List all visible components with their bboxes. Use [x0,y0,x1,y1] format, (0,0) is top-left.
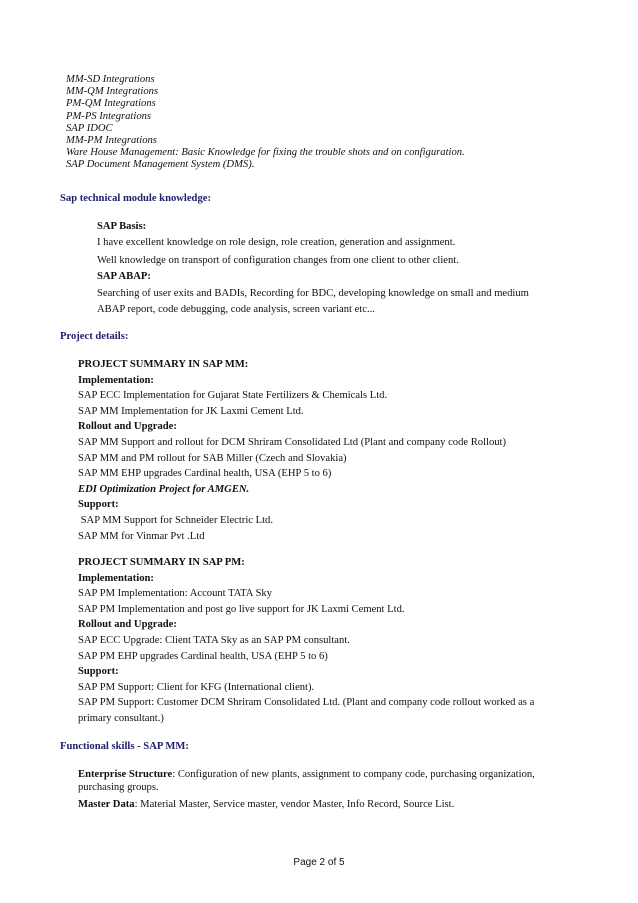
mm-support-item: SAP MM Support for Schneider Electric Ltd. [78,514,273,526]
mm-summary-title: PROJECT SUMMARY IN SAP MM: [78,359,249,370]
mm-rollout-item: SAP MM Support and rollout for DCM Shriram Consolidated Ltd (Plant and company code Rollout) [78,436,507,448]
abap-title: SAP ABAP: [97,270,151,282]
pm-rollout-item: SAP ECC Upgrade: Client TATA Sky as an SAP PM consultant. [78,634,350,646]
list-item: MM-QM Integrations [66,86,159,98]
master-data-item [78,798,548,811]
basis-title: SAP Basis: [97,221,147,232]
technical-section [97,219,529,318]
integrations-list [66,74,465,172]
list-item: PM-QM Integrations [66,98,156,110]
project-heading: Project details: [60,331,129,342]
functional-heading: Functional skills - SAP MM: [60,741,189,752]
list-item: SAP IDOC [66,122,113,134]
enterprise-structure-label: Enterprise Structure [78,769,173,780]
page-number: Page 2 of 5 [293,857,345,868]
basis-line: Well knowledge on transport of configuration changes from one client to other client. [97,255,459,267]
mm-rollout-label: Rollout and Upgrade: [78,421,177,433]
basis-line: I have excellent knowledge on role design, role creation, generation and assignment. [97,236,456,248]
pm-rollout-item: SAP PM EHP upgrades Cardinal health, USA (EHP 5 to 6) [78,650,328,662]
pm-impl-item: SAP PM Implementation: Account TATA Sky [78,588,272,600]
mm-rollout-item: SAP MM and PM rollout for SAB Miller (Czech and Slovakia) [78,452,347,464]
mm-impl-label: Implementation: [78,374,154,386]
technical-heading: Sap technical module knowledge: [60,193,211,204]
mm-support-label: Support: [78,499,119,511]
functional-section [78,768,548,811]
mm-edi-project: EDI Optimization Project for AMGEN. [78,483,250,495]
pm-support-item: SAP PM Support: Customer DCM Shriram Consolidated Ltd. (Plant and company code rollout worked as a primary consultant.) [78,697,535,724]
list-item: Ware House Management: Basic Knowledge for fixing the trouble shots and on configuration. [66,147,465,159]
abap-line: Searching of user exits and BADIs, Recording for BDC, developing knowledge on small and medium [97,288,529,300]
enterprise-structure-item [78,768,548,795]
pm-rollout-label: Rollout and Upgrade: [78,619,177,631]
list-item: MM-PM Integrations [66,135,157,147]
project-pm-section [78,555,548,726]
mm-impl-item: SAP ECC Implementation for Gujarat State Fertilizers & Chemicals Ltd. [78,390,388,402]
master-data-label: Master Data [78,798,135,810]
enterprise-structure-text: : Configuration of new plants, assignment to company code, purchasing organization, purchasing groups. [78,769,535,794]
project-mm-section [78,357,506,544]
mm-impl-item: SAP MM Implementation for JK Laxmi Cement Ltd. [78,405,304,417]
pm-summary-title: PROJECT SUMMARY IN SAP PM: [78,557,245,568]
pm-impl-item: SAP PM Implementation and post go live support for JK Laxmi Cement Ltd. [78,603,405,615]
list-item: PM-PS Integrations [66,110,152,122]
pm-support-item: SAP PM Support: Client for KFG (International client). [78,681,315,693]
pm-impl-label: Implementation: [78,572,154,584]
list-item: SAP Document Management System (DMS). [66,159,255,171]
pm-support-label: Support: [78,666,119,678]
mm-rollout-item: SAP MM EHP upgrades Cardinal health, USA (EHP 5 to 6) [78,468,332,480]
master-data-text: : Material Master, Service master, vendor Master, Info Record, Source List. [134,798,455,810]
abap-line: ABAP report, code debugging, code analysis, screen variant etc... [97,303,375,315]
mm-support-item: SAP MM for Vinmar Pvt .Ltd [78,530,205,542]
list-item: MM-SD Integrations [66,74,155,85]
